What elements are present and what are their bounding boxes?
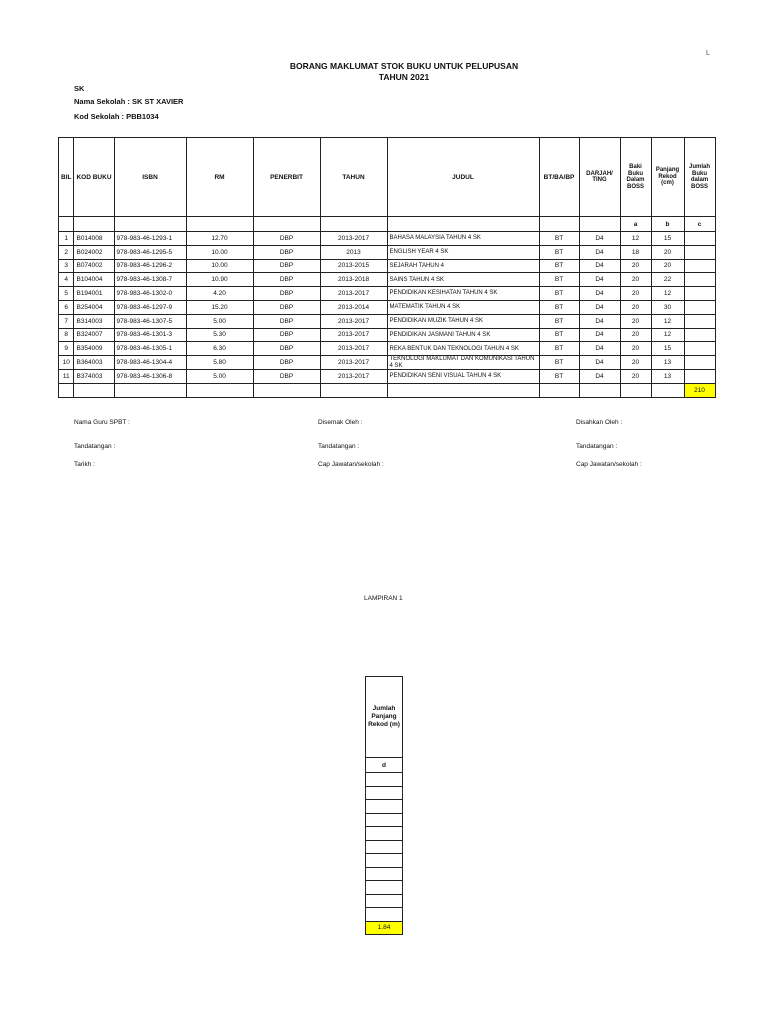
cell-kod: B194001 — [74, 287, 114, 301]
col-rm: RM — [186, 138, 253, 217]
cell-bil: 2 — [59, 245, 74, 259]
cell-bt: BT — [539, 287, 579, 301]
cell-bil: 4 — [59, 273, 74, 287]
ext-empty-cell — [366, 881, 403, 895]
cell-baki: 20 — [620, 356, 651, 370]
cell-jumlah — [684, 259, 715, 273]
cell-panjang: 15 — [651, 342, 684, 356]
cell-bt: BT — [539, 232, 579, 246]
letter-c: c — [684, 217, 715, 232]
cell-judul: ENGLISH YEAR 4 SK — [387, 245, 539, 259]
sig-semak-sign: Tandatangan : — [318, 443, 360, 450]
cell-penerbit: DBP — [253, 287, 320, 301]
table-row — [59, 259, 716, 273]
ext-empty-cell — [366, 840, 403, 854]
cell-panjang: 22 — [651, 273, 684, 287]
cell-bil: 1 — [59, 232, 74, 246]
ext-empty-cell — [366, 867, 403, 881]
table-row — [59, 287, 716, 301]
col-judul: JUDUL — [387, 138, 539, 217]
cell-judul: PENDIDIKAN KESIHATAN TAHUN 4 SK — [387, 287, 539, 301]
cell-judul: PENDIDIKAN JASMANI TAHUN 4 SK — [387, 328, 539, 342]
lampiran-table — [365, 676, 403, 935]
table-row — [59, 300, 716, 314]
cell-bil: 3 — [59, 259, 74, 273]
cell-jumlah — [684, 342, 715, 356]
cell-penerbit: DBP — [253, 300, 320, 314]
cell-isbn: 978-983-46-1306-8 — [114, 370, 186, 384]
cell-baki: 18 — [620, 245, 651, 259]
cell-isbn: 978-983-46-1307-5 — [114, 314, 186, 328]
cell-bt: BT — [539, 356, 579, 370]
cell-darjah: D4 — [579, 232, 620, 246]
sig-sah-sign: Tandatangan : — [576, 443, 618, 450]
cell-judul: SAINS TAHUN 4 SK — [387, 273, 539, 287]
cell-panjang: 12 — [651, 328, 684, 342]
cell-rm: 15.20 — [186, 300, 253, 314]
cell-panjang: 12 — [651, 287, 684, 301]
cell-bt: BT — [539, 259, 579, 273]
cell-tahun: 2013-2014 — [320, 300, 387, 314]
cell-isbn: 978-983-46-1302-0 — [114, 287, 186, 301]
cell-kod: B364003 — [74, 356, 114, 370]
cell-darjah: D4 — [579, 245, 620, 259]
cell-tahun: 2013-2017 — [320, 232, 387, 246]
cell-bt: BT — [539, 300, 579, 314]
cell-bil: 9 — [59, 342, 74, 356]
cell-penerbit: DBP — [253, 259, 320, 273]
table-row — [59, 314, 716, 328]
table-row — [59, 356, 716, 370]
cell-penerbit: DBP — [253, 232, 320, 246]
cell-rm: 10.00 — [186, 259, 253, 273]
cell-judul: PENDIDIKAN SENI VISUAL TAHUN 4 SK — [387, 370, 539, 384]
cell-rm: 6.30 — [186, 342, 253, 356]
cell-judul: SEJARAH TAHUN 4 — [387, 259, 539, 273]
corner-mark: L — [706, 50, 710, 57]
cell-panjang: 30 — [651, 300, 684, 314]
cell-panjang: 12 — [651, 314, 684, 328]
col-isbn: ISBN — [114, 138, 186, 217]
cell-bt: BT — [539, 342, 579, 356]
ext-empty-cell — [366, 827, 403, 841]
table-row — [59, 370, 716, 384]
letter-a: a — [620, 217, 651, 232]
cell-kod: B014008 — [74, 232, 114, 246]
cell-darjah: D4 — [579, 273, 620, 287]
cell-darjah: D4 — [579, 370, 620, 384]
col-baki: Baki Buku Dalam BOSS — [620, 138, 651, 217]
cell-kod: B314003 — [74, 314, 114, 328]
table-header-row — [59, 138, 716, 217]
cell-darjah: D4 — [579, 356, 620, 370]
form-year: TAHUN 2021 — [378, 72, 430, 82]
cell-isbn: 978-983-46-1308-7 — [114, 273, 186, 287]
col-bt: BT/BA/BP — [539, 138, 579, 217]
cell-judul: PENDIDIKAN MUZIK TAHUN 4 SK — [387, 314, 539, 328]
cell-penerbit: DBP — [253, 273, 320, 287]
cell-baki: 20 — [620, 328, 651, 342]
cell-darjah: D4 — [579, 342, 620, 356]
cell-bil: 5 — [59, 287, 74, 301]
cell-kod: B374003 — [74, 370, 114, 384]
cell-tahun: 2013-2017 — [320, 370, 387, 384]
cell-panjang: 13 — [651, 356, 684, 370]
cell-tahun: 2013-2017 — [320, 356, 387, 370]
cell-judul: BAHASA MALAYSIA TAHUN 4 SK — [387, 232, 539, 246]
table-row — [59, 245, 716, 259]
cell-rm: 5.00 — [186, 314, 253, 328]
cell-penerbit: DBP — [253, 356, 320, 370]
cell-tahun: 2013-2018 — [320, 273, 387, 287]
cell-judul: TEKNOLOGI MAKLUMAT DAN KOMUNIKASI TAHUN 4 SK — [387, 356, 539, 370]
cell-baki: 20 — [620, 300, 651, 314]
cell-panjang: 20 — [651, 245, 684, 259]
cell-penerbit: DBP — [253, 370, 320, 384]
ext-empty-cell — [366, 773, 403, 787]
cell-tahun: 2013-2017 — [320, 328, 387, 342]
sig-semak-stamp: Cap Jawatan/sekolah : — [318, 461, 384, 468]
cell-isbn: 978-983-46-1293-1 — [114, 232, 186, 246]
school-code: Kod Sekolah : PBB1034 — [74, 112, 159, 121]
school-type: SK — [74, 84, 85, 93]
school-name: Nama Sekolah : SK ST XAVIER — [74, 97, 184, 106]
cell-bt: BT — [539, 245, 579, 259]
cell-baki: 12 — [620, 232, 651, 246]
cell-jumlah — [684, 314, 715, 328]
ext-total: 1.84 — [366, 921, 403, 935]
sig-sah-name: Disahkan Oleh : — [576, 419, 623, 426]
cell-bt: BT — [539, 273, 579, 287]
table-row — [59, 328, 716, 342]
cell-bil: 11 — [59, 370, 74, 384]
cell-isbn: 978-983-46-1305-1 — [114, 342, 186, 356]
col-kod-buku: KOD BUKU — [74, 138, 114, 217]
cell-jumlah — [684, 232, 715, 246]
letter-b: b — [651, 217, 684, 232]
cell-tahun: 2013-2017 — [320, 314, 387, 328]
table-row — [59, 232, 716, 246]
cell-kod: B354009 — [74, 342, 114, 356]
ext-empty-cell — [366, 908, 403, 922]
col-penerbit: PENERBIT — [253, 138, 320, 217]
cell-bt: BT — [539, 370, 579, 384]
cell-penerbit: DBP — [253, 245, 320, 259]
sig-guru-name: Nama Guru SPBT : — [74, 419, 130, 426]
col-panjang: Panjang Rekod (cm) — [651, 138, 684, 217]
letters-row — [59, 217, 716, 232]
cell-judul: REKA BENTUK DAN TEKNOLOGI TAHUN 4 SK — [387, 342, 539, 356]
cell-jumlah — [684, 287, 715, 301]
cell-baki: 20 — [620, 273, 651, 287]
cell-baki: 20 — [620, 342, 651, 356]
cell-darjah: D4 — [579, 259, 620, 273]
total-jumlah: 210 — [684, 383, 715, 397]
cell-bil: 6 — [59, 300, 74, 314]
cell-kod: B024002 — [74, 245, 114, 259]
cell-panjang: 13 — [651, 370, 684, 384]
cell-baki: 20 — [620, 287, 651, 301]
cell-tahun: 2013-2015 — [320, 259, 387, 273]
ext-header: Jumlah Panjang Rekod (m) — [366, 677, 403, 758]
cell-judul: MATEMATIK TAHUN 4 SK — [387, 300, 539, 314]
cell-bil: 8 — [59, 328, 74, 342]
cell-jumlah — [684, 328, 715, 342]
cell-jumlah — [684, 370, 715, 384]
ext-empty-cell — [366, 800, 403, 814]
cell-isbn: 978-983-46-1304-4 — [114, 356, 186, 370]
cell-baki: 20 — [620, 314, 651, 328]
ext-empty-cell — [366, 894, 403, 908]
cell-rm: 4.20 — [186, 287, 253, 301]
cell-rm: 5.00 — [186, 370, 253, 384]
ext-empty-cell — [366, 854, 403, 868]
cell-isbn: 978-983-46-1297-9 — [114, 300, 186, 314]
sig-sah-stamp: Cap Jawatan/sekolah : — [576, 461, 642, 468]
cell-panjang: 15 — [651, 232, 684, 246]
cell-jumlah — [684, 356, 715, 370]
cell-rm: 10.00 — [186, 245, 253, 259]
cell-kod: B104004 — [74, 273, 114, 287]
cell-darjah: D4 — [579, 314, 620, 328]
cell-isbn: 978-983-46-1295-5 — [114, 245, 186, 259]
cell-bil: 7 — [59, 314, 74, 328]
lampiran-label: LAMPIRAN 1 — [364, 595, 403, 602]
cell-penerbit: DBP — [253, 342, 320, 356]
cell-kod: B074002 — [74, 259, 114, 273]
col-darjah: DARJAH/ TING — [579, 138, 620, 217]
cell-tahun: 2013-2017 — [320, 342, 387, 356]
cell-bt: BT — [539, 314, 579, 328]
cell-rm: 10.90 — [186, 273, 253, 287]
cell-baki: 20 — [620, 370, 651, 384]
cell-penerbit: DBP — [253, 328, 320, 342]
cell-darjah: D4 — [579, 300, 620, 314]
form-title: BORANG MAKLUMAT STOK BUKU UNTUK PELUPUSAN — [289, 61, 519, 71]
cell-penerbit: DBP — [253, 314, 320, 328]
cell-kod: B324007 — [74, 328, 114, 342]
cell-tahun: 2013 — [320, 245, 387, 259]
cell-rm: 12.70 — [186, 232, 253, 246]
cell-darjah: D4 — [579, 287, 620, 301]
ext-empty-cell — [366, 786, 403, 800]
col-bil: BIL — [59, 138, 74, 217]
cell-bil: 10 — [59, 356, 74, 370]
stock-table — [58, 137, 716, 398]
sig-semak-name: Disemak Oleh : — [318, 419, 363, 426]
cell-bt: BT — [539, 328, 579, 342]
cell-jumlah — [684, 300, 715, 314]
cell-jumlah — [684, 245, 715, 259]
cell-kod: B254004 — [74, 300, 114, 314]
cell-panjang: 20 — [651, 259, 684, 273]
sig-guru-date: Tarikh : — [74, 461, 95, 468]
cell-isbn: 978-983-46-1296-2 — [114, 259, 186, 273]
cell-jumlah — [684, 273, 715, 287]
cell-baki: 20 — [620, 259, 651, 273]
col-tahun: TAHUN — [320, 138, 387, 217]
cell-rm: 5.80 — [186, 356, 253, 370]
ext-letter: d — [366, 758, 403, 773]
col-jumlah: Jumlah Buku dalam BOSS — [684, 138, 715, 217]
cell-isbn: 978-983-46-1301-3 — [114, 328, 186, 342]
table-row — [59, 342, 716, 356]
cell-darjah: D4 — [579, 328, 620, 342]
sig-guru-sign: Tandatangan : — [74, 443, 116, 450]
ext-empty-cell — [366, 813, 403, 827]
table-row — [59, 273, 716, 287]
cell-tahun: 2013-2017 — [320, 287, 387, 301]
cell-rm: 5.30 — [186, 328, 253, 342]
total-row — [59, 383, 716, 397]
